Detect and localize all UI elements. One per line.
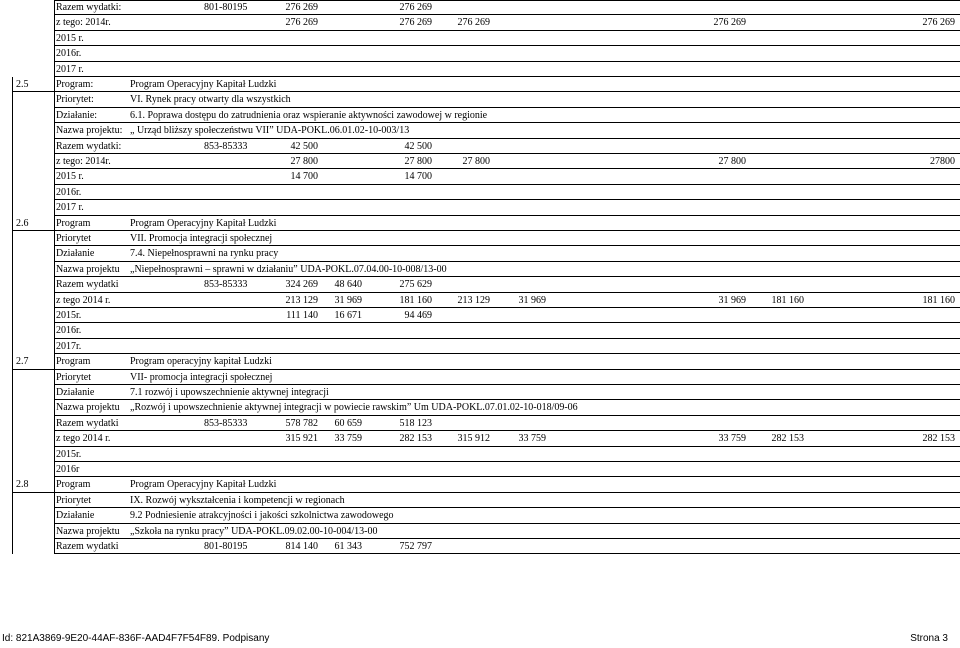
table-cell: 181 160 (399, 294, 432, 306)
table-cell: VI. Rynek pracy otwarty dla wszystkich (130, 94, 291, 106)
table-cell: 282 153 (399, 433, 432, 445)
table-cell: 27800 (930, 156, 955, 167)
table-cell: Program Operacyjny Kapitał Ludzki (130, 217, 277, 229)
table-border (12, 77, 13, 554)
table-cell: 853-85333 (204, 417, 248, 429)
table-cell: Priorytet (56, 494, 91, 506)
page-footer (0, 633, 960, 647)
table-cell: Działanie: (56, 109, 98, 121)
table-cell: Działanie (56, 248, 95, 260)
page-number: Strona 3 (910, 633, 948, 644)
table-cell: 276 269 (457, 17, 490, 29)
table-cell: 276 269 (285, 2, 318, 13)
table-cell: 2016r. (56, 186, 82, 198)
table-cell: 31 969 (334, 294, 362, 306)
table-cell: Działanie (56, 510, 95, 522)
table-cell: Priorytet (56, 371, 91, 383)
table-cell: 42 500 (404, 140, 432, 152)
table-cell: 2017 r. (56, 202, 84, 214)
table-cell: 853-85333 (204, 140, 248, 152)
table-cell: Razem wydatki (56, 417, 119, 429)
table-cell: 213 129 (457, 294, 490, 306)
table-cell: 578 782 (285, 417, 318, 429)
table-cell: 14 700 (404, 171, 432, 183)
table-cell: 27 800 (404, 156, 432, 167)
row-divider (54, 553, 960, 554)
table-cell: Działanie (56, 387, 95, 398)
table-cell: Program (56, 356, 91, 368)
table-cell: „ Urząd bliższy społeczeństwu VII” UDA-POKL.06.01.02-10-003/13 (130, 125, 410, 137)
table-cell: 94 469 (404, 310, 432, 321)
table-border (54, 0, 55, 554)
table-cell: 42 500 (290, 140, 318, 152)
table-cell: 48 640 (334, 279, 362, 291)
table-cell: 2.5 (16, 79, 29, 90)
table-cell: 27 800 (290, 156, 318, 167)
table-cell: 276 269 (922, 17, 955, 29)
table-cell: 9.2 Podniesienie atrakcyjności i jakości szkolnictwa zawodowego (130, 510, 394, 522)
table-cell: 2016r. (56, 325, 82, 337)
table-cell: Nazwa projektu (56, 402, 120, 414)
table-cell: 31 969 (718, 294, 746, 306)
table-cell: 2015r. (56, 448, 82, 460)
table-cell: z tego 2014 r. (56, 433, 111, 445)
table-cell: 518 123 (399, 417, 432, 429)
table-cell: 276 269 (713, 17, 746, 29)
table-cell: 315 921 (285, 433, 318, 445)
table-cell: 14 700 (290, 171, 318, 183)
table-cell: Program (56, 479, 91, 491)
table-cell: 324 269 (285, 279, 318, 291)
table-cell: 33 759 (718, 433, 746, 445)
table-cell: 275 629 (399, 279, 432, 291)
table-cell: Program operacyjny kapitał Ludzki (130, 356, 272, 368)
table-cell: 2017 r. (56, 63, 84, 75)
table-cell: 111 140 (286, 310, 318, 321)
table-cell: 2017r. (56, 340, 82, 352)
table-cell: Program: (56, 79, 94, 90)
table-cell: Nazwa projektu: (56, 125, 123, 137)
table-cell: 2016r (56, 464, 80, 475)
table-cell: 801-80195 (204, 2, 248, 13)
table-cell: 2015 r. (56, 32, 84, 44)
table-cell: 2015r. (56, 310, 82, 321)
table-cell: 801-80195 (204, 541, 248, 552)
table-cell: Razem wydatki: (56, 140, 122, 152)
table-cell: 6.1. Poprawa dostępu do zatrudnienia oraz wspieranie aktywności zawodowej w regionie (130, 109, 488, 121)
table-cell: 16 671 (334, 310, 362, 321)
table-cell: VII- promocja integracji społecznej (130, 371, 273, 383)
table-cell: „Szkoła na rynku pracy” UDA-POKL.09.02.00-10-004/13-00 (130, 525, 378, 537)
table-cell: 61 343 (334, 541, 362, 552)
table-cell: 181 160 (771, 294, 804, 306)
table-cell: Nazwa projektu (56, 525, 120, 537)
table-cell: 282 153 (771, 433, 804, 445)
table-cell: 33 759 (334, 433, 362, 445)
table-cell: 60 659 (334, 417, 362, 429)
table-cell: Razem wydatki (56, 279, 119, 291)
table-cell: 181 160 (922, 294, 955, 306)
table-cell: 2.7 (16, 356, 29, 368)
table-cell: Razem wydatki: (56, 2, 122, 13)
table-cell: 2015 r. (56, 171, 84, 183)
table-cell: „Rozwój i upowszechnienie aktywnej integracji w powiecie rawskim” Um UDA-POKL.07.01.02-10-018/09-06 (130, 402, 578, 414)
table-cell: z tego: 2014r. (56, 17, 111, 29)
table-cell: Priorytet: (56, 94, 94, 106)
table-cell: 33 759 (518, 433, 546, 445)
table-cell: 213 129 (285, 294, 318, 306)
table-cell: 853-85333 (204, 279, 248, 291)
table-cell: 27 800 (462, 156, 490, 167)
table-cell: 2016r. (56, 48, 82, 60)
table-cell: 2.6 (16, 217, 29, 229)
table-cell: 276 269 (399, 17, 432, 29)
table-cell: 7.1 rozwój i upowszechnienie aktywnej integracji (130, 387, 329, 398)
table-top-border (54, 0, 960, 1)
table-cell: Program (56, 217, 91, 229)
table-cell: z tego 2014 r. (56, 294, 111, 306)
table-cell: 27 800 (718, 156, 746, 167)
table-cell: 276 269 (285, 17, 318, 29)
table-cell: Nazwa projektu (56, 263, 120, 275)
table-cell: Razem wydatki (56, 541, 119, 552)
table-cell: Priorytet (56, 233, 91, 244)
table-cell: 276 269 (399, 2, 432, 13)
table-cell: „Niepełnosprawni – sprawni w działaniu” UDA-POKL.07.04.00-10-008/13-00 (130, 263, 447, 275)
table-cell: IX. Rozwój wykształcenia i kompetencji w regionach (130, 494, 345, 506)
table-cell: VII. Promocja integracji społecznej (130, 233, 273, 244)
table-cell: 752 797 (399, 541, 432, 552)
table-cell: 2.8 (16, 479, 29, 491)
table-cell: 7.4. Niepełnosprawni na rynku pracy (130, 248, 279, 260)
table-cell: 31 969 (518, 294, 546, 306)
document-id-text: Id: 821A3869-9E20-44AF-836F-AAD4F7F54F89. Podpisany (2, 633, 270, 644)
table-cell: 282 153 (922, 433, 955, 445)
table-cell: 315 912 (457, 433, 490, 445)
table-cell: Program Operacyjny Kapitał Ludzki (130, 79, 277, 90)
table-cell: Program Operacyjny Kapitał Ludzki (130, 479, 277, 491)
table-cell: z tego: 2014r. (56, 156, 111, 167)
table-cell: 814 140 (285, 541, 318, 552)
